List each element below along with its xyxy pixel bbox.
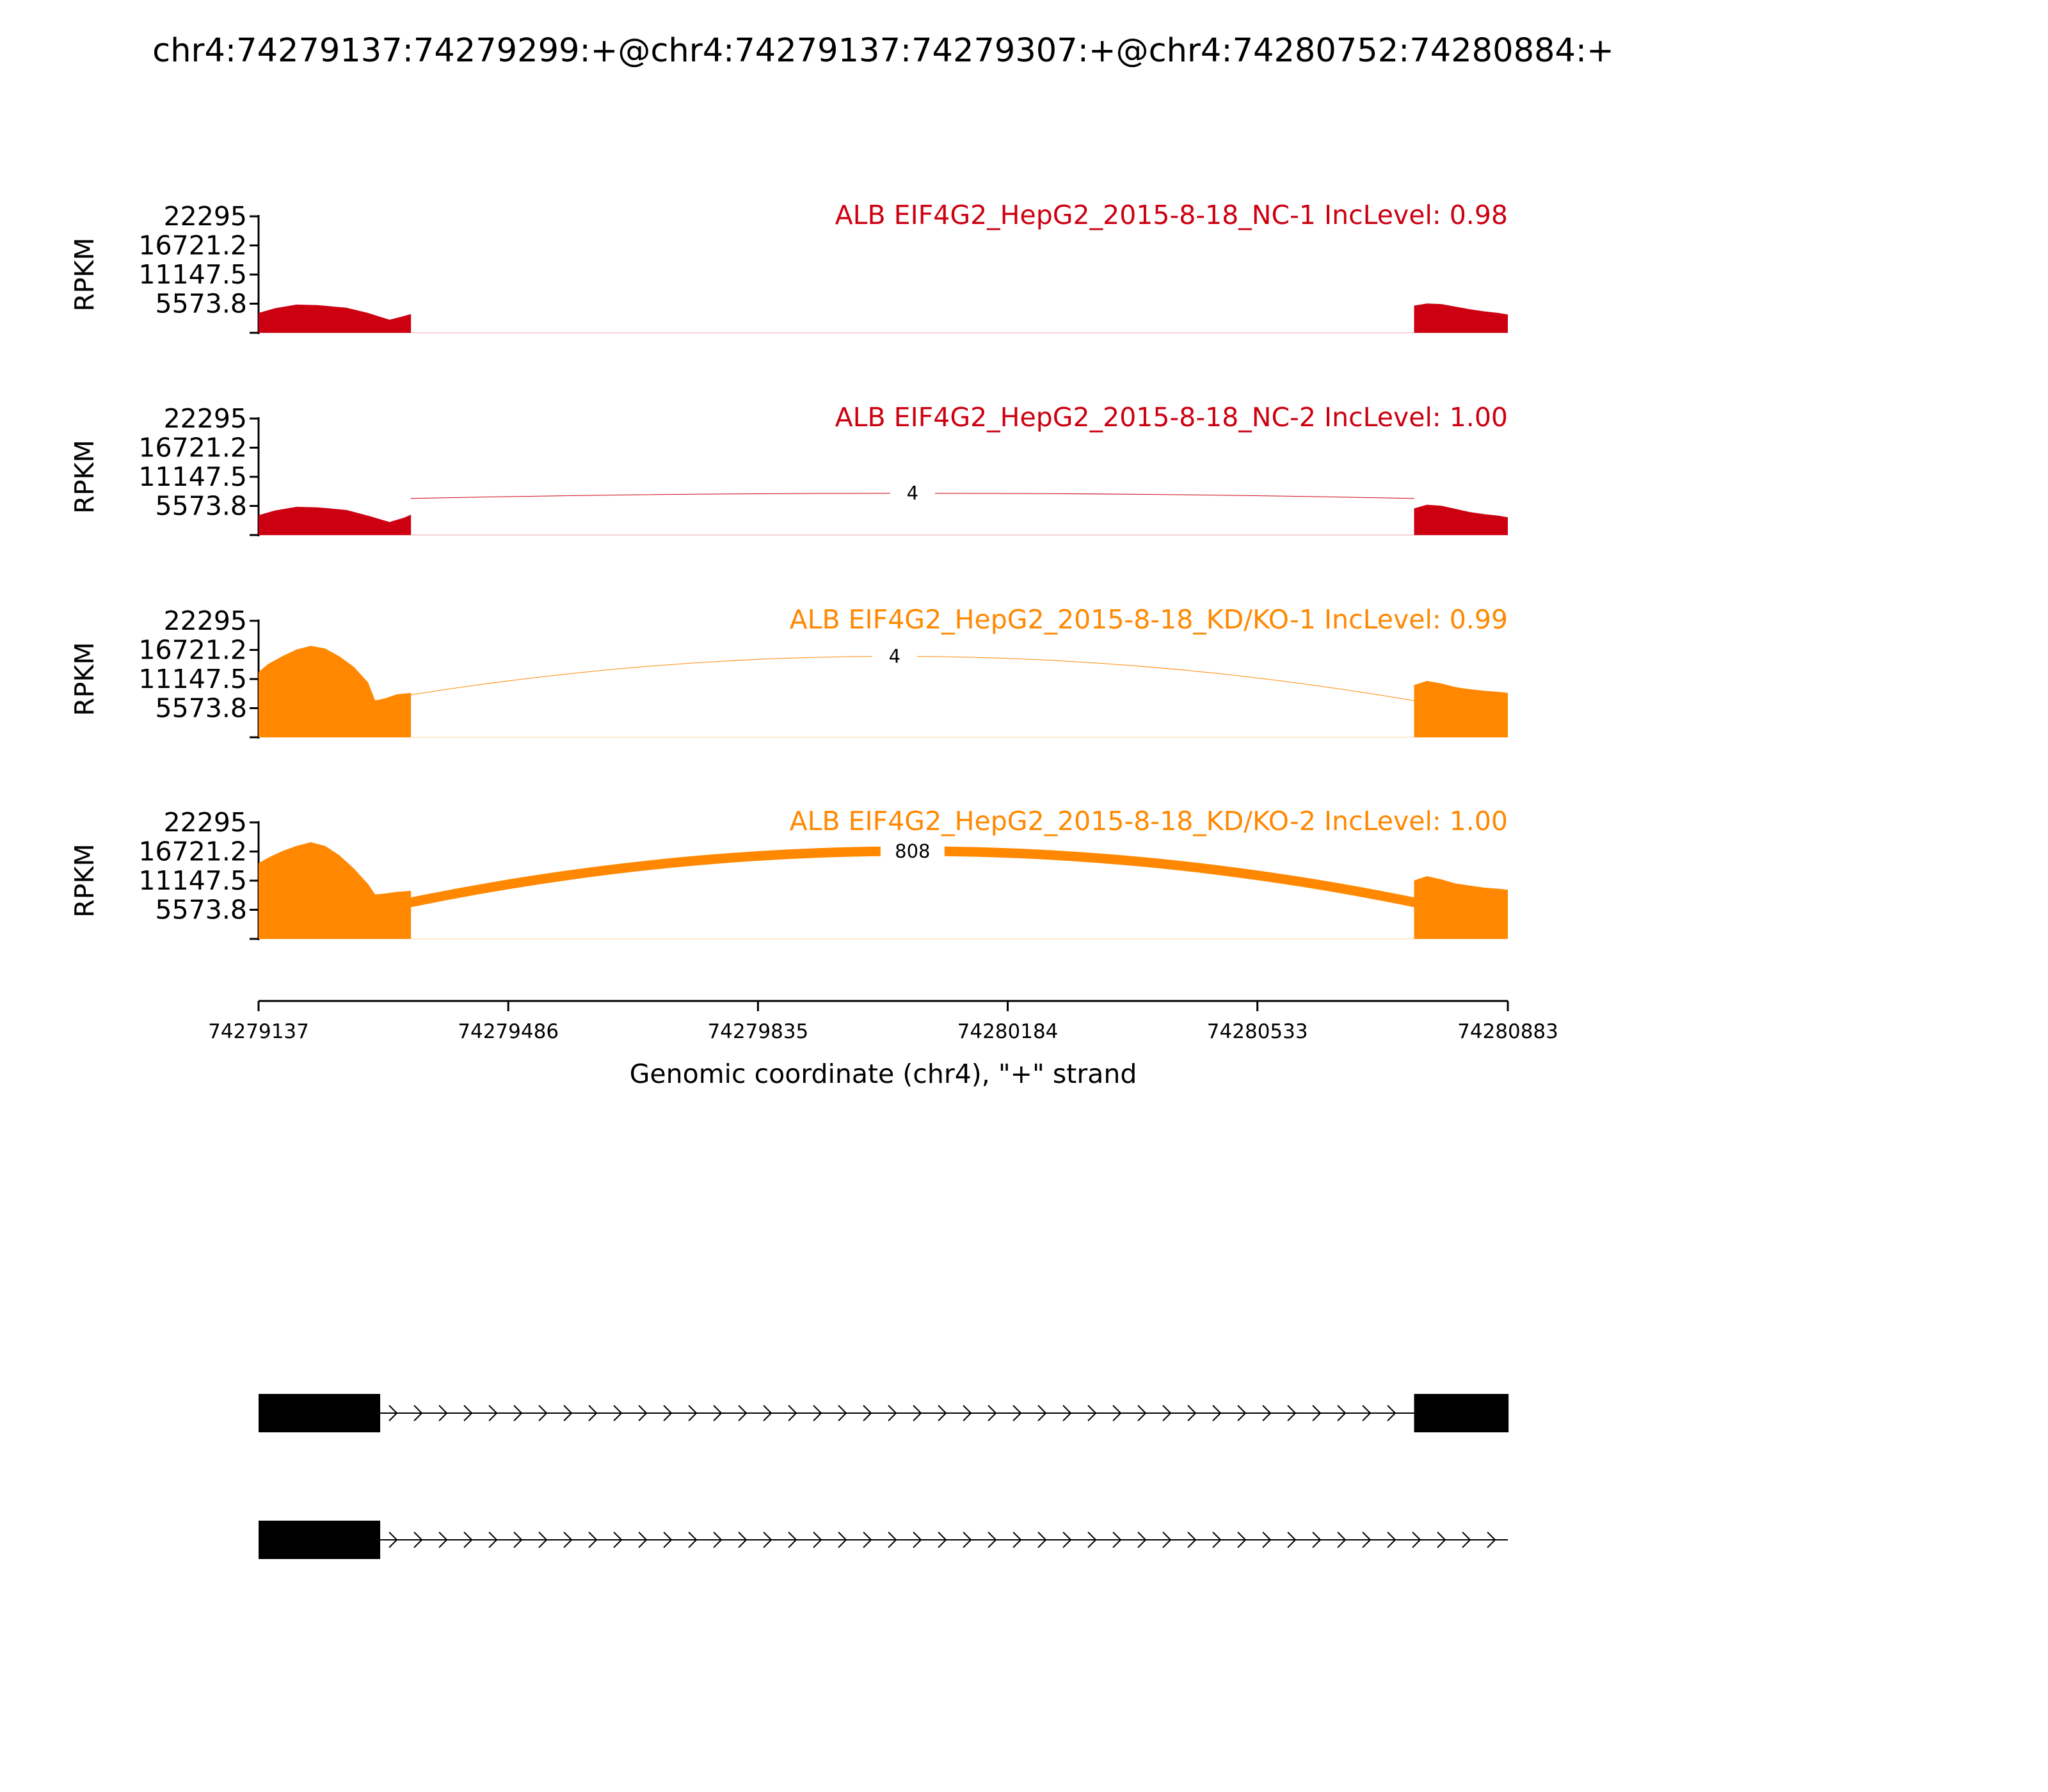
transcript-1 [259,1394,1508,1432]
coverage-panel-1 [69,200,1508,334]
y-tick-label: 16721.2 [138,836,247,867]
exon-block [1414,1394,1509,1432]
coverage-area-exon-1 [259,842,411,939]
y-tick-label: 5573.8 [155,490,247,522]
y-tick-label: 11147.5 [138,865,247,896]
y-axis-label: RPKM [69,844,100,918]
panel-label: ALB EIF4G2_HepG2_2015-8-18_KD/KO-1 IncLevel: 0.99 [789,604,1508,635]
x-axis-label: Genomic coordinate (chr4), "+" strand [629,1059,1137,1089]
y-tick-label: 16721.2 [138,432,247,463]
junction-count-label: 808 [895,840,931,862]
coverage-area-exon-2 [1414,876,1508,939]
y-tick-label: 11147.5 [138,259,247,290]
coverage-area-exon-2 [1414,303,1508,333]
coverage-area-exon-2 [1414,505,1508,535]
junction-count-label: 4 [888,645,901,668]
transcript-2 [259,1521,1508,1559]
coverage-panel-4 [69,806,1508,940]
coverage-panels [69,200,1508,940]
x-tick-label: 74279486 [458,1020,559,1043]
y-tick-label: 5573.8 [155,894,247,925]
y-tick-label: 16721.2 [138,634,247,666]
y-axis-label: RPKM [69,642,100,716]
coverage-panel-3 [69,604,1508,739]
y-axis-label: RPKM [69,237,100,312]
x-tick-label: 74279137 [208,1020,309,1043]
transcript-models [259,1394,1508,1559]
y-tick-label: 22295 [163,605,247,636]
y-tick-label: 5573.8 [155,288,247,319]
x-tick-label: 74280533 [1206,1020,1308,1043]
y-tick-label: 22295 [163,201,247,232]
y-tick-label: 11147.5 [138,461,247,492]
x-tick-label: 74279835 [707,1020,809,1043]
x-tick-label: 74280184 [957,1020,1059,1043]
x-axis [208,1001,1558,1043]
y-tick-label: 5573.8 [155,692,247,724]
coverage-panel-2 [69,402,1508,536]
y-axis-label: RPKM [69,440,100,514]
coverage-area-exon-1 [259,305,411,333]
x-tick-label: 74280883 [1457,1020,1558,1043]
coverage-area-exon-1 [259,646,411,737]
y-tick-label: 16721.2 [138,230,247,261]
coverage-area-exon-1 [259,507,411,535]
y-tick-label: 22295 [163,403,247,434]
y-tick-label: 11147.5 [138,664,247,694]
panel-label: ALB EIF4G2_HepG2_2015-8-18_KD/KO-2 IncLevel: 1.00 [789,806,1508,836]
exon-block [259,1394,380,1432]
panel-label: ALB EIF4G2_HepG2_2015-8-18_NC-2 IncLevel: 1.00 [835,402,1508,433]
junction-count-label: 4 [906,482,919,504]
exon-block [259,1521,380,1559]
y-tick-label: 22295 [163,807,247,838]
coverage-area-exon-2 [1414,681,1508,737]
panel-label: ALB EIF4G2_HepG2_2015-8-18_NC-1 IncLevel: 0.98 [835,200,1508,230]
chart-title: chr4:74279137:74279299:+@chr4:74279137:74279307:+@chr4:74280752:74280884:+ [152,32,1614,70]
